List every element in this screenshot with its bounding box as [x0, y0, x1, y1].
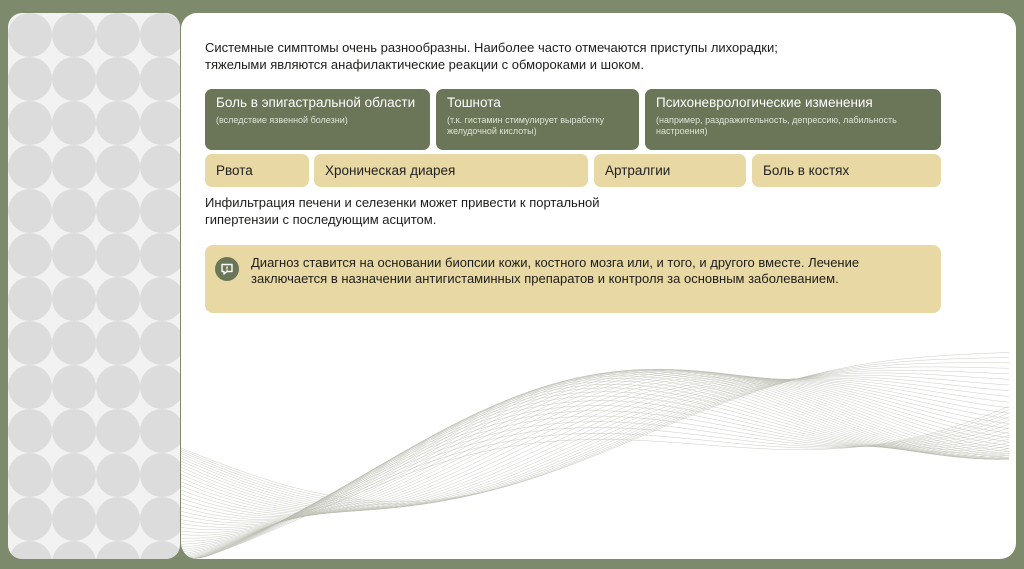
wave-line	[181, 413, 1009, 559]
decorative-circle	[52, 145, 96, 189]
decorative-circle	[8, 189, 52, 233]
decorative-circle	[140, 277, 180, 321]
diagnosis-note-text: Диагноз ставится на основании биопсии кожи, костного мозга или, и того, и другого вместе. Лечение заключается в назначении антигистаминных препаратов и контроля за основным заболеванием.	[251, 255, 860, 286]
decorative-circle	[8, 497, 52, 541]
decorative-circle	[8, 365, 52, 409]
slide	[181, 13, 1016, 559]
decorative-circle	[140, 409, 180, 453]
circle-pattern	[8, 13, 180, 559]
decorative-circle	[140, 541, 180, 559]
decorative-circle	[8, 101, 52, 145]
symptom-card-subtitle: (например, раздражительность, депрессию, лабильность настроения)	[656, 115, 897, 136]
wave-line	[181, 367, 1009, 506]
decorative-circle	[96, 365, 140, 409]
decorative-circle	[96, 101, 140, 145]
wave-line	[181, 381, 1009, 556]
decorative-circle	[96, 13, 140, 57]
symptom-card-nausea	[436, 89, 639, 150]
decorative-circle	[140, 453, 180, 497]
decorative-circle	[140, 189, 180, 233]
decorative-circle	[96, 277, 140, 321]
decorative-circle	[8, 541, 52, 559]
wave-line	[181, 373, 1009, 508]
decorative-circle	[140, 365, 180, 409]
symptom-tag-bone-pain: Боль в костях	[752, 154, 941, 187]
decorative-circle	[140, 145, 180, 189]
symptom-card-subtitle: (т.к. гистамин стимулирует выработку желудочной кислоты)	[447, 115, 605, 136]
decorative-circle	[96, 233, 140, 277]
symptom-card-subtitle: (вследствие язвенной болезни)	[216, 115, 348, 125]
decorative-circle	[140, 13, 180, 57]
symptom-tag-arthralgia: Артралгии	[594, 154, 746, 187]
decorative-circle	[140, 57, 180, 101]
decorative-circle	[52, 365, 96, 409]
decorative-circle	[52, 57, 96, 101]
decorative-circle	[96, 409, 140, 453]
liver-text: Инфильтрация печени и селезенки может привести к портальной гипертензии с последующим асцитом.	[205, 195, 600, 227]
symptom-tag-vomiting: Рвота	[205, 154, 309, 187]
decorative-circle	[52, 409, 96, 453]
decorative-circle	[52, 277, 96, 321]
decorative-circle	[96, 321, 140, 365]
decorative-circle	[8, 409, 52, 453]
decorative-circle	[96, 541, 140, 559]
decorative-circle	[96, 189, 140, 233]
symptom-card-title: Психоневрологические изменения	[656, 95, 873, 110]
symptom-card-epigastric-pain	[205, 89, 430, 150]
decorative-circle	[8, 277, 52, 321]
decorative-circle	[8, 57, 52, 101]
decorative-circle	[52, 321, 96, 365]
symptom-card-neuro-changes	[645, 89, 941, 150]
decorative-circle	[8, 321, 52, 365]
comment-icon	[215, 257, 239, 281]
decorative-circle	[96, 145, 140, 189]
symptom-card-title: Боль в эпигастральной области	[216, 95, 416, 110]
decorative-circle	[8, 145, 52, 189]
intro-text: Системные симптомы очень разнообразны. Наиболее часто отмечаются приступы лихорадки; тяжелыми являются анафилактические реакции с обмороками и шоком.	[205, 40, 778, 72]
wave-line	[181, 378, 1009, 554]
decorative-circle	[52, 497, 96, 541]
decorative-circle	[8, 13, 52, 57]
wave-line	[181, 401, 1009, 559]
wave-line	[181, 417, 1009, 559]
decorative-circle	[52, 101, 96, 145]
decorative-circle	[52, 541, 96, 559]
decorative-circle	[52, 453, 96, 497]
symptom-tag-diarrhea: Хроническая диарея	[314, 154, 588, 187]
decorative-circle	[96, 497, 140, 541]
decorative-circle	[96, 57, 140, 101]
decorative-circle	[52, 189, 96, 233]
decorative-circle	[140, 321, 180, 365]
wave-line	[181, 416, 1009, 559]
decorative-circle	[96, 453, 140, 497]
decorative-circle	[8, 453, 52, 497]
wave-line	[181, 406, 1009, 559]
decorative-circle-panel	[8, 13, 180, 559]
decorative-circle	[52, 233, 96, 277]
decorative-circle	[140, 497, 180, 541]
decorative-circle	[8, 233, 52, 277]
decorative-circle	[52, 13, 96, 57]
wave-line	[181, 411, 1009, 559]
symptom-card-title: Тошнота	[447, 95, 501, 110]
wave-line	[181, 396, 1009, 559]
diagnosis-note	[205, 245, 941, 313]
decorative-circle	[140, 101, 180, 145]
decorative-circle	[140, 233, 180, 277]
